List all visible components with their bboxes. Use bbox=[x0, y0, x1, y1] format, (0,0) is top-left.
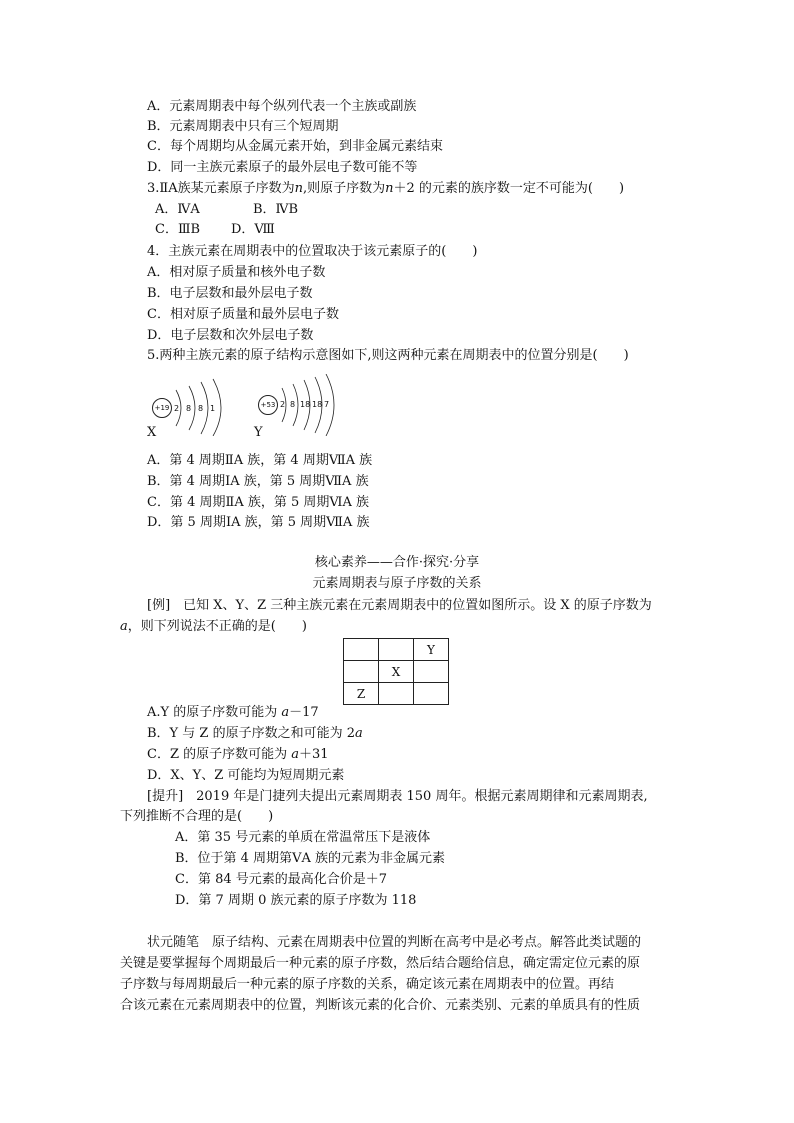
grid-cell bbox=[379, 683, 414, 705]
grid-cell: Z bbox=[344, 683, 379, 705]
q4-option-b: B．电子层数和最外层电子数 bbox=[147, 286, 313, 301]
q3-option-b: B．ⅣB bbox=[253, 202, 299, 217]
grid-cell: Y bbox=[414, 639, 449, 661]
grid-cell bbox=[414, 661, 449, 683]
q5-option-c: C．第 4 周期ⅡA 族，第 5 周期ⅥA 族 bbox=[147, 495, 369, 510]
option-variable: a bbox=[354, 726, 363, 741]
q4-stem: 4．主族元素在周期表中的位置取决于该元素原子的( ) bbox=[147, 244, 478, 259]
atom-diagram-x bbox=[152, 376, 242, 436]
example-option-a bbox=[147, 705, 319, 721]
tisheng-option-c: C．第 84 号元素的最高化合价是＋7 bbox=[175, 872, 388, 887]
tisheng-stem-line-2: 下列推断不合理的是( ) bbox=[120, 809, 274, 824]
shell-y-2: 8 bbox=[290, 400, 296, 409]
q5-option-b: B．第 4 周期ⅠA 族，第 5 周期ⅦA 族 bbox=[147, 474, 369, 489]
option-text: A.Y 的原子序数可能为 bbox=[147, 705, 282, 720]
note-line-2: 关键是要掌握每个周期最后一种元素的原子序数，然后结合题给信息，确定需定位元素的原 bbox=[120, 956, 641, 971]
periodic-position-grid bbox=[343, 638, 449, 705]
grid-cell bbox=[379, 639, 414, 661]
example-stem-line-1: [例] 已知 X、Y、Z 三种主族元素在元素周期表中的位置如图所示。设 X 的原子序数为 bbox=[147, 598, 652, 613]
q5-option-d: D．第 5 周期ⅠA 族，第 5 周期ⅦA 族 bbox=[147, 515, 370, 530]
option-variable: a bbox=[281, 705, 290, 720]
grid-row bbox=[344, 683, 449, 705]
grid-cell: X bbox=[379, 661, 414, 683]
example-option-b bbox=[147, 726, 363, 742]
electron-shell-arcs-x bbox=[152, 376, 242, 436]
shell-y-4: 18 bbox=[312, 400, 323, 409]
example-stem-line-2 bbox=[120, 619, 307, 635]
option-text: B．Y 与 Z 的原子序数之和可能为 2 bbox=[147, 726, 355, 741]
q3-stem-part: 3.ⅡA族某元素原子序数为 bbox=[147, 181, 295, 196]
tisheng-option-d: D．第 7 周期 0 族元素的原子序数为 118 bbox=[175, 893, 417, 908]
option-text: －17 bbox=[289, 705, 319, 720]
q5-option-a: A．第 4 周期ⅡA 族，第 4 周期ⅦA 族 bbox=[147, 453, 373, 468]
option-text: ＋31 bbox=[299, 747, 329, 762]
q2-option-c: C．每个周期均从金属元素开始，到非金属元素结束 bbox=[147, 139, 443, 154]
tisheng-option-a: A．第 35 号元素的单质在常温常压下是液体 bbox=[175, 830, 431, 845]
q4-option-d: D．电子层数和次外层电子数 bbox=[147, 328, 314, 343]
shell-x-2: 8 bbox=[186, 404, 192, 413]
q2-option-a: A．元素周期表中每个纵列代表一个主族或副族 bbox=[147, 99, 417, 114]
example-option-c bbox=[147, 747, 329, 763]
tisheng-option-b: B．位于第 4 周期第ⅤA 族的元素为非金属元素 bbox=[175, 851, 445, 866]
q3-option-c: C．ⅢB bbox=[155, 222, 201, 237]
q3-stem-part: ,则原子序数为 bbox=[303, 181, 386, 196]
grid-cell bbox=[414, 683, 449, 705]
q4-option-c: C．相对原子质量和最外层电子数 bbox=[147, 307, 339, 322]
q3-stem-part: ＋2 的元素的族序数一定不可能为( ) bbox=[393, 181, 625, 196]
shell-y-3: 18 bbox=[300, 400, 311, 409]
nucleus-x: +19 bbox=[152, 398, 172, 418]
q5-stem: 5.两种主族元素的原子结构示意图如下,则这两种元素在周期表中的位置分别是( ) bbox=[147, 348, 629, 363]
q3-variable-n: n bbox=[294, 181, 304, 196]
option-variable: a bbox=[291, 747, 300, 762]
example-variable-a: a bbox=[120, 619, 128, 634]
example-option-d: D．X、Y、Z 可能均为短周期元素 bbox=[147, 768, 345, 783]
shell-x-3: 8 bbox=[198, 404, 204, 413]
tisheng-stem-line-1: [提升] 2019 年是门捷列夫提出元素周期表 150 周年。根据元素周期律和元素周期表, bbox=[147, 789, 648, 804]
grid-cell bbox=[344, 639, 379, 661]
grid-cell bbox=[344, 661, 379, 683]
shell-y-1: 2 bbox=[280, 400, 286, 409]
note-line-3: 子序数与每周期最后一种元素的原子序数的关系，确定该元素在周期表中的位置。再结 bbox=[120, 977, 615, 992]
atom-label-x: X bbox=[147, 425, 157, 440]
q4-option-a: A．相对原子质量和核外电子数 bbox=[147, 265, 326, 280]
option-text: C．Z 的原子序数可能为 bbox=[147, 747, 292, 762]
shell-y-5: 7 bbox=[324, 400, 330, 409]
note-line-1: 状元随笔 原子结构、元素在周期表中位置的判断在高考中是必考点。解答此类试题的 bbox=[147, 935, 642, 950]
shell-x-1: 2 bbox=[174, 404, 180, 413]
nucleus-y: +53 bbox=[258, 395, 278, 415]
q2-option-d: D．同一主族元素原子的最外层电子数可能不等 bbox=[147, 160, 418, 175]
q3-stem bbox=[147, 181, 624, 197]
section-subtitle: 元素周期表与原子序数的关系 bbox=[312, 576, 482, 591]
grid-row bbox=[344, 661, 449, 683]
q2-option-b: B．元素周期表中只有三个短周期 bbox=[147, 119, 339, 134]
grid-row bbox=[344, 639, 449, 661]
q3-option-a: A．ⅣA bbox=[155, 202, 200, 217]
q3-option-d: D．Ⅷ bbox=[231, 222, 275, 237]
q3-variable-n: n bbox=[385, 181, 394, 196]
note-line-4: 合该元素在元素周期表中的位置，判断该元素的化合价、元素类别、元素的单质具有的性质 bbox=[120, 998, 641, 1013]
shell-x-4: 1 bbox=[210, 404, 216, 413]
section-title: 核心素养——合作·探究·分享 bbox=[314, 555, 480, 570]
atom-label-y: Y bbox=[254, 425, 263, 440]
atom-diagram-y bbox=[258, 374, 348, 436]
example-stem-tail: ，则下列说法不正确的是( ) bbox=[127, 619, 307, 634]
